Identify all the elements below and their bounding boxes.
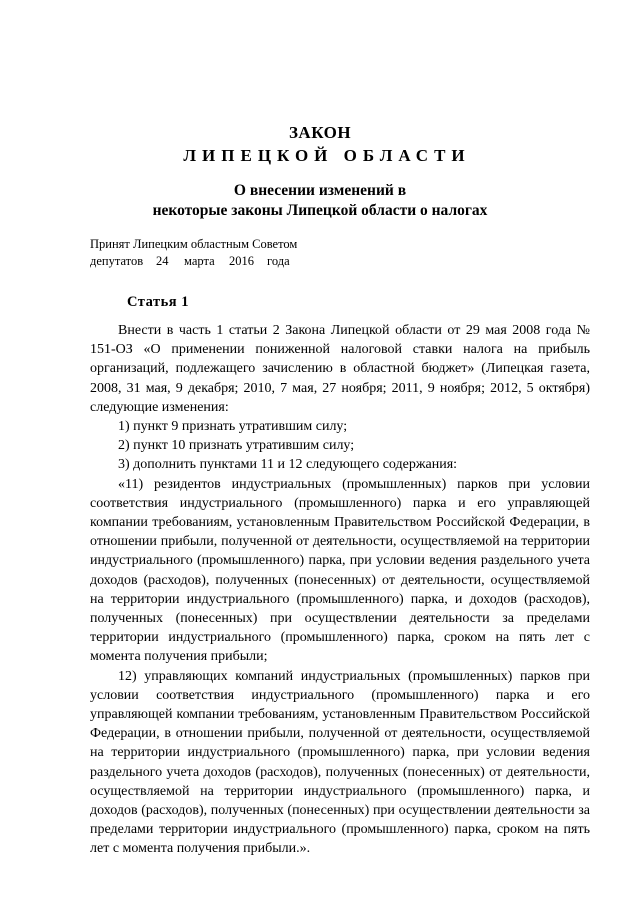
subject-line-2: некоторые законы Липецкой области о налогах: [152, 202, 488, 219]
law-heading: [0, 122, 640, 167]
adoption-deputies: депутатов: [90, 254, 144, 268]
paragraph-item-3: 3) дополнить пунктами 11 и 12 следующего содержания:: [118, 457, 458, 473]
law-subject: [0, 181, 640, 221]
law-region: ЛИПЕЦКОЙ ОБЛАСТИ: [183, 146, 471, 165]
law-title: ЗАКОН: [288, 123, 352, 142]
paragraph-point-12: 12) управляющих компаний индустриальных (промышленных) парков при условии соответствия индустриального (промышленного) парка и его управляющей компании требованиям, установленным Правительством Российской Федерации, в отношении прибыли, полученной от деятельности, осуществляемой на территории индустриального (промышленного) парка, при условии ведения раздельного учета доходов (расходов), полученных (понесенных) от деятельности, осуществляемой на территории индустриального (промышленного) парка, и доходов (расходов), полученных (понесенных) при осуществлении деятельности за пределами территории индустриального (промышленного) парка, сроком на пять лет с момента получения прибыли.».: [90, 668, 590, 857]
adoption-line-1: Принят Липецким областным Советом: [90, 237, 298, 251]
paragraph-item-1: 1) пункт 9 признать утратившим силу;: [118, 419, 348, 435]
paragraph-item-2: 2) пункт 10 признать утратившим силу;: [118, 438, 355, 454]
article-heading: Статья 1: [127, 294, 189, 310]
adoption-line-2: [90, 253, 297, 270]
article-body: [90, 321, 590, 859]
adoption-month: марта: [184, 254, 215, 268]
adoption-year-word: года: [267, 254, 290, 268]
adoption-day: 24: [156, 254, 169, 268]
paragraph-intro: Внести в часть 1 статьи 2 Закона Липецкой области от 29 мая 2008 года № 151-ОЗ «О применении пониженной налоговой ставки налога на прибыль организаций, подлежащего зачислению в областной бюджет» (Липецкая газета, 2008, 31 мая, 9 декабря; 2010, 7 мая, 27 ноября; 2011, 9 ноября; 2012, 5 октября) следующие изменения:: [90, 323, 590, 415]
adoption-note: [90, 236, 297, 270]
paragraph-point-11: «11) резидентов индустриальных (промышленных) парков при условии соответствия индустриального (промышленного) парка и его управляющей компании требованиям, установленным Правительством Российской Федерации, в отношении прибыли, полученной от деятельности, осуществляемой на территории индустриального (промышленного) парка, при условии ведения раздельного учета доходов (расходов), полученных (понесенных) от деятельности, осуществляемой на территории индустриального (промышленного) парка, и доходов (расходов), полученных (понесенных) при осуществлении деятельности за пределами территории индустриального (промышленного) парка, сроком на пять лет с момента получения прибыли;: [90, 476, 590, 665]
adoption-year: 2016: [229, 254, 254, 268]
subject-line-1: О внесении изменений в: [233, 182, 407, 199]
